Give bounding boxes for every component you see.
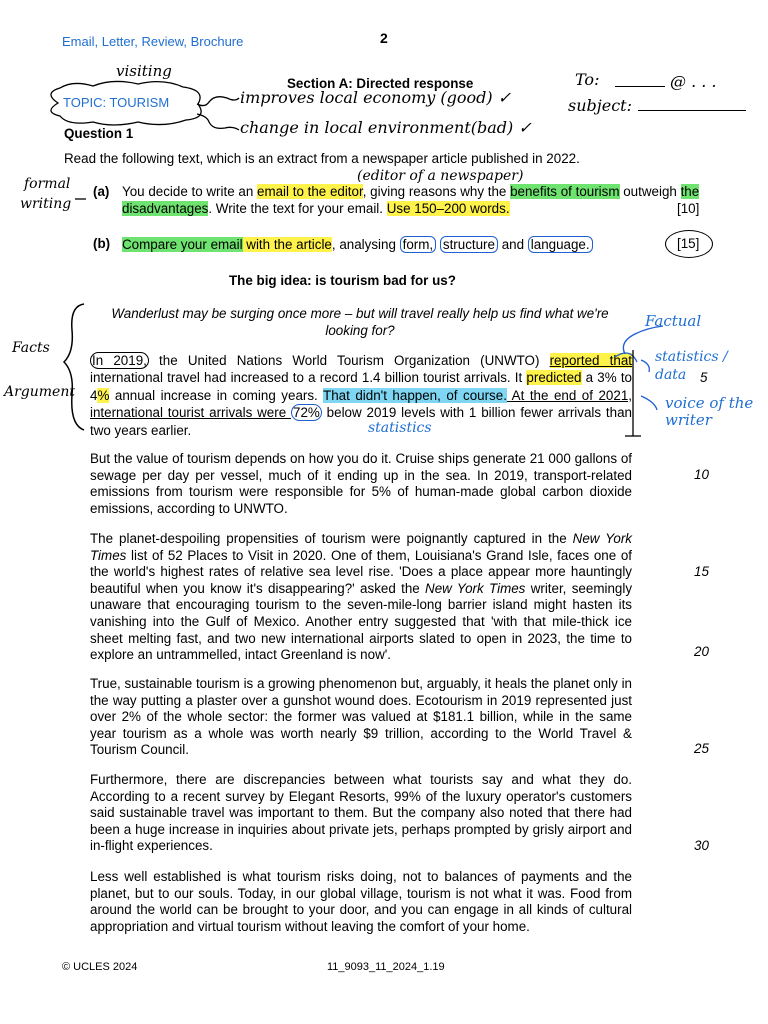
paragraph-2: But the value of tourism depends on how you do it. Cruise ships generate 21 000 gallons of sewage per day per vessel, much of it ending up in the sea. In 2019, transport-related emissions from tourism were responsible for 5% of human-made global carbon dioxide emissions, according to UNWTO. [90,451,632,516]
annotation-writing-side: writing [20,196,72,212]
subject-line [638,110,746,111]
annotation-factual: Factual [645,312,702,330]
part-b-text: Compare your email with the article, analysing form, structure and language. [122,235,593,255]
annotation-facts: Facts [12,340,50,356]
line-number-5: 5 [700,370,708,385]
paragraph-6: Less well established is what tourism risks doing, not to balances of payments and the planet, but to our souls. Today, in our global village, tourism is not what it was. Food from around the world can be brought to your door, and you can engage in all kinds of cultural appropriation and virtual tourism without leaving the comfort of your home. [90,869,632,934]
annotation-at: @ . . . [670,72,717,91]
category-note: Email, Letter, Review, Brochure [62,34,244,49]
annotation-argument: Argument [4,384,75,400]
line-number-15: 15 [694,564,709,579]
footer-copyright: © UCLES 2024 [62,961,138,973]
part-a-marks: [10] [677,201,700,216]
page-number: 2 [380,30,388,46]
article-headline: The big idea: is tourism bad for us? [229,273,456,288]
footer-code: 11_9093_11_2024_1.19 [327,961,445,973]
part-a-text: You decide to write an email to the editor, giving reasons why the benefits of tourism outweigh the disadvantages. Write the text for your email. Use 150–200 words. [122,184,700,216]
annotation-to: To: [575,70,600,89]
annotation-editor: (editor of a newspaper) [357,168,524,184]
paragraph-1: In 2019, the United Nations World Tourism Organization (UNWTO) reported that international travel had increased to a record 1.4 billion tourist arrivals. It predicted a 3% to 4% annual increase in coming years. That didn't happen, of course. At the end of 2021, international tourist arrivals were 72% below 2019 levels with 1 billion fewer arrivals than two years earlier. [90,353,632,438]
annotation-improves: improves local economy (good) ✓ [240,88,512,107]
annotation-visiting: visiting [116,62,172,80]
topic-label: TOPIC: TOURISM [63,95,170,110]
section-title: Section A: Directed response [287,76,474,91]
question-label: Question 1 [64,126,134,141]
line-number-25: 25 [694,741,709,756]
paragraph-5: Furthermore, there are discrepancies between what tourists say and what they do. According to a recent survey by Elegant Resorts, 99% of the luxury operator's customers said sustainable travel was important to them. But the company also noted that there had been a huge increase in inquiries about private jets, perhaps prompted by grisly airport and in-flight experiences. [90,772,632,854]
intro-text: Read the following text, which is an extract from a newspaper article published in 2022. [64,151,580,166]
to-line [615,86,665,87]
annotation-editor-side: formal [24,176,71,192]
paragraph-3: The planet-despoiling propensities of tourism were poignantly captured in the New York Times list of 52 Places to Visit in 2020. One of them, Louisiana's Grand Isle, faces one of the world's highest rates of relative sea level rise. 'Does a place appear more hauntingly beautiful when you know it's disappearing?' asked the New York Times writer, seemingly unaware that encouraging tourism to the seven-mile-long barrier island might hasten its vanishing into the Gulf of Mexico. Another entry suggested that 'with that mile-thick ice sheet melting fast, and two new international airports slated to open in 2023, the time to explore an untrammelled, intact Greenland is now'. [90,531,633,663]
annotation-change: change in local environment(bad) ✓ [240,118,532,137]
annotation-statistics-data: statistics / data [655,349,728,383]
line-number-20: 20 [694,644,709,659]
article-standfirst: Wanderlust may be surging once more – but will travel really help us find what we're looking for? [111,306,609,338]
paragraph-4: True, sustainable tourism is a growing phenomenon but, arguably, it heals the planet only in the way putting a plaster over a gunshot wound does. Ecotourism in 2019 represented just over 2% of the whole sector: the former was valued at $181.1 billion, while in the same year tourism as a whole was worth nearly $9 trillion, according to the World Travel & Tourism Council. [90,676,632,758]
annotation-voice: voice of the writer [665,394,754,429]
line-number-10: 10 [694,467,709,482]
annotation-statistics: statistics [368,420,432,436]
left-brace [60,300,90,435]
line-number-30: 30 [694,838,709,853]
annotation-subject: subject: [568,96,632,115]
part-b-label: (b) [93,236,111,251]
part-a-label: (a) [93,184,110,199]
formal-arrow [74,192,88,206]
topic-branches [195,86,241,136]
part-b-marks: [15] [677,236,700,251]
